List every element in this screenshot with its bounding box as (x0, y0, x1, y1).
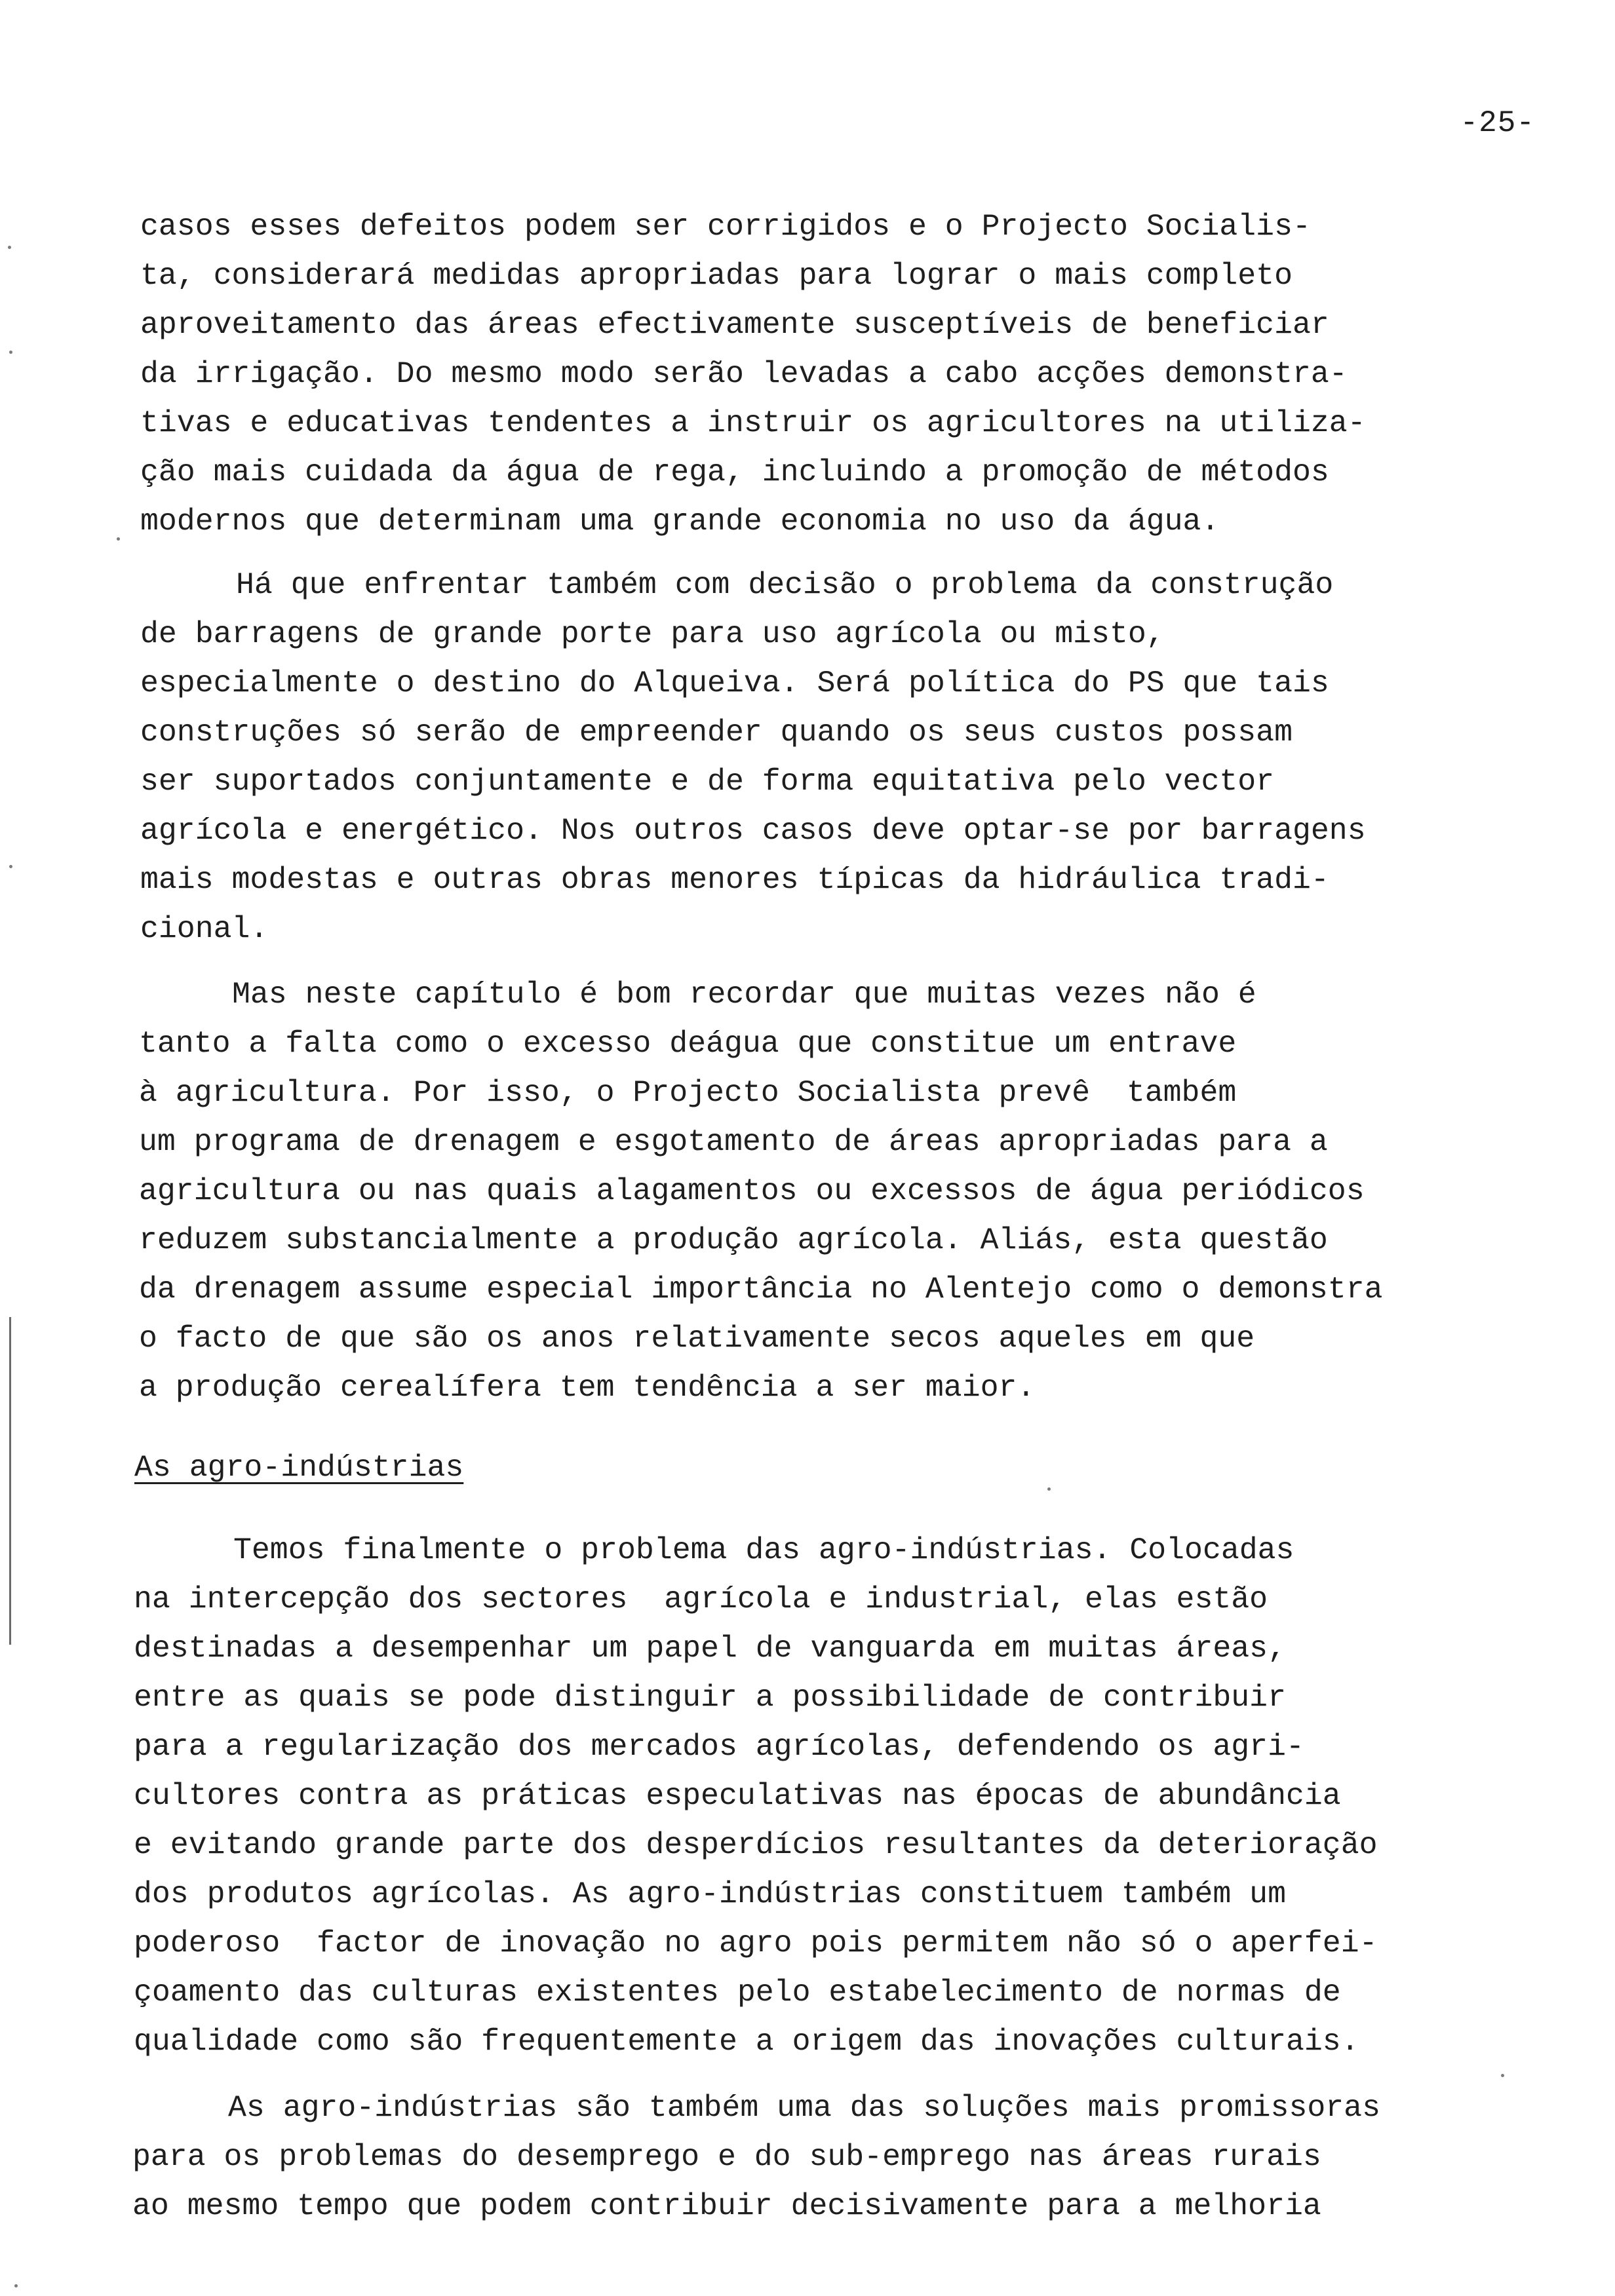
paragraph-4-line-3: destinadas a desempenhar um papel de vanguarda em muitas áreas, (134, 1631, 1286, 1666)
scan-speck (8, 246, 11, 249)
margin-scan-line (9, 1317, 11, 1645)
paragraph-1-line-2: ta, considerará medidas apropriadas para lograr o mais completo (140, 258, 1293, 293)
paragraph-2-line-8: cional. (140, 911, 269, 946)
paragraph-2-line-7: mais modestas e outras obras menores típicas da hidráulica tradi- (140, 862, 1329, 897)
paragraph-3-line-9: a produção cerealífera tem tendência a ser maior. (139, 1370, 1036, 1405)
paragraph-1-line-7: modernos que determinam uma grande economia no uso da água. (140, 504, 1220, 539)
paragraph-4-line-1: Temos finalmente o problema das agro-indústrias. Colocadas (233, 1533, 1294, 1567)
paragraph-4-line-6: cultores contra as práticas especulativas nas épocas de abundância (134, 1778, 1341, 1813)
paragraph-4-line-5: para a regularização dos mercados agrícolas, defendendo os agri- (134, 1729, 1304, 1764)
paragraph-2-line-5: ser suportados conjuntamente e de forma equitativa pelo vector (140, 764, 1275, 799)
paragraph-1-line-4: da irrigação. Do mesmo modo serão levadas a cabo acções demonstra- (140, 356, 1348, 391)
scan-speck (9, 865, 12, 868)
paragraph-5-line-3: ao mesmo tempo que podem contribuir decisivamente para a melhoria (132, 2189, 1321, 2223)
scan-speck (1047, 1487, 1051, 1491)
paragraph-4-line-11: qualidade como são frequentemente a origem das inovações culturais. (134, 2024, 1359, 2059)
scan-speck (9, 351, 12, 354)
paragraph-2-line-1: Há que enfrentar também com decisão o problema da construção (236, 567, 1334, 602)
paragraph-4-line-4: entre as quais se pode distinguir a possibilidade de contribuir (134, 1680, 1286, 1715)
paragraph-1-line-6: ção mais cuidada da água de rega, incluindo a promoção de métodos (140, 455, 1329, 489)
paragraph-3-line-8: o facto de que são os anos relativamente secos aqueles em que (139, 1321, 1255, 1356)
paragraph-3-line-7: da drenagem assume especial importância no Alentejo como o demonstra (139, 1272, 1383, 1307)
paragraph-3-line-1: Mas neste capítulo é bom recordar que muitas vezes não é (232, 977, 1256, 1012)
paragraph-3-line-3: à agricultura. Por isso, o Projecto Socialista prevê também (139, 1075, 1237, 1110)
paragraph-2-line-3: especialmente o destino do Alqueiva. Será política do PS que tais (140, 666, 1329, 700)
paragraph-4-line-8: dos produtos agrícolas. As agro-indústrias constituem também um (134, 1877, 1286, 1911)
paragraph-2-line-2: de barragens de grande porte para uso agrícola ou misto, (140, 617, 1165, 651)
paragraph-4-line-2: na intercepção dos sectores agrícola e industrial, elas estão (134, 1582, 1268, 1617)
paragraph-4-line-7: e evitando grande parte dos desperdícios resultantes da deterioração (134, 1827, 1378, 1862)
paragraph-1-line-5: tivas e educativas tendentes a instruir os agricultores na utiliza- (140, 406, 1366, 440)
paragraph-1-line-1: casos esses defeitos podem ser corrigidos e o Projecto Socialis- (140, 209, 1311, 244)
paragraph-4-line-10: çoamento das culturas existentes pelo estabelecimento de normas de (134, 1975, 1341, 2010)
section-heading: As agro-indústrias (134, 1450, 464, 1485)
scan-speck (14, 2284, 18, 2287)
paragraph-1-line-3: aproveitamento das áreas efectivamente susceptíveis de beneficiar (140, 307, 1329, 342)
scan-speck (117, 537, 120, 541)
paragraph-5-line-2: para os problemas do desemprego e do sub-emprego nas áreas rurais (132, 2139, 1321, 2174)
paragraph-3-line-4: um programa de drenagem e esgotamento de áreas apropriadas para a (139, 1124, 1328, 1159)
paragraph-5-line-1: As agro-indústrias são também uma das soluções mais promissoras (228, 2090, 1380, 2125)
scan-speck (1501, 2074, 1504, 2077)
paragraph-4-line-9: poderoso factor de inovação no agro pois permitem não só o aperfei- (134, 1926, 1378, 1961)
paragraph-3-line-5: agricultura ou nas quais alagamentos ou excessos de água periódicos (139, 1174, 1365, 1208)
paragraph-2-line-4: construções só serão de empreender quando os seus custos possam (140, 715, 1293, 750)
paragraph-3-line-6: reduzem substancialmente a produção agrícola. Aliás, esta questão (139, 1223, 1328, 1257)
paragraph-2-line-6: agrícola e energético. Nos outros casos deve optar-se por barragens (140, 813, 1366, 848)
page-number: -25- (1460, 106, 1535, 140)
paragraph-3-line-2: tanto a falta como o excesso deágua que constitue um entrave (139, 1026, 1237, 1061)
